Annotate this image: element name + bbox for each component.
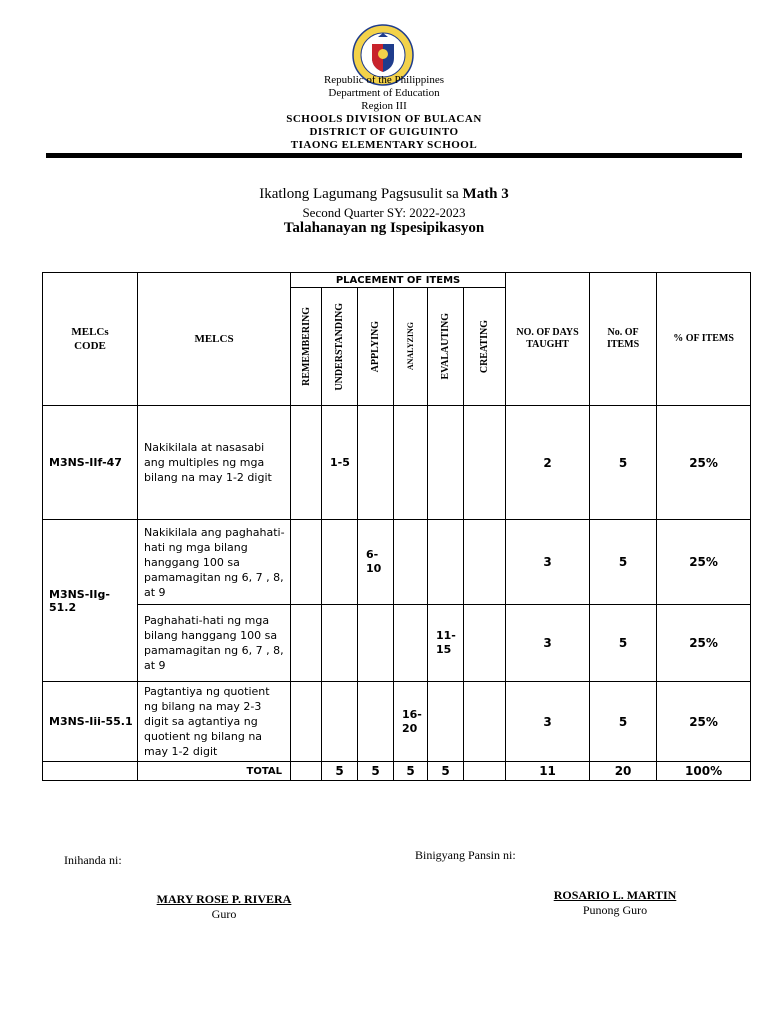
cell-applying [358, 406, 394, 520]
cell-applying [358, 682, 394, 762]
level-creating: CREATING [479, 319, 491, 374]
level-understanding: UNDERSTANDING [334, 302, 345, 391]
total-understanding: 5 [322, 762, 358, 781]
cell-analyzing [394, 406, 428, 520]
cell-evaluating: 11- 15 [428, 605, 464, 682]
table-title: Talahanayan ng Ispesipikasyon [283, 220, 485, 236]
table-total-row [43, 762, 751, 781]
cell-remembering [291, 406, 322, 520]
prepared-by-name: MARY ROSE P. RIVERA [156, 892, 292, 906]
cell-days: 3 [506, 682, 590, 762]
specification-table [42, 272, 751, 781]
level-applying: APPLYING [370, 320, 381, 373]
exam-title-subject: Math 3 [462, 186, 509, 202]
total-items: 20 [590, 762, 657, 781]
cell-analyzing [394, 520, 428, 605]
level-evaluating: EVALAUTING [440, 313, 451, 380]
cell-items: 5 [590, 520, 657, 605]
cell-applying [358, 605, 394, 682]
cell-creating [464, 605, 506, 682]
cell-items: 5 [590, 682, 657, 762]
header-divider [46, 153, 742, 158]
cell-understanding: 1-5 [322, 406, 358, 520]
exam-title [0, 186, 768, 203]
cell-creating [464, 520, 506, 605]
cell-percent: 25% [657, 406, 751, 520]
header-division: SCHOOLS DIVISION OF BULACAN [286, 113, 482, 125]
cell-understanding [322, 682, 358, 762]
cell-understanding [322, 605, 358, 682]
cell-percent: 25% [657, 682, 751, 762]
table-row [43, 520, 751, 605]
table-row [43, 682, 751, 762]
level-remembering: REMEMBERING [300, 307, 312, 386]
table-row [43, 605, 751, 682]
melc-code: M3NS-IIg-51.2 [43, 520, 138, 682]
cell-creating [464, 682, 506, 762]
cell-remembering [291, 520, 322, 605]
melc-description: Pagtantiya ng quotient ng bilang na may 2-3 digit sa agtantiya ng quotient ng bilang na may 1-2 digit [138, 682, 291, 762]
melc-code: M3NS-Iii-55.1 [43, 682, 138, 762]
cell-items: 5 [590, 605, 657, 682]
noted-by-role: Punong Guro [582, 903, 648, 917]
cell-days: 2 [506, 406, 590, 520]
header-no-of-items: No. OF ITEMS [590, 273, 657, 406]
header-republic: Republic of the Philippines [323, 74, 445, 86]
school-year: Second Quarter SY: 2022-2023 [302, 205, 466, 220]
cell-analyzing: 16- 20 [394, 682, 428, 762]
header-school: TIAONG ELEMENTARY SCHOOL [290, 139, 478, 151]
prepared-by-role: Guro [211, 907, 237, 921]
header-district: DISTRICT OF GUIGUINTO [309, 126, 459, 138]
melc-code: M3NS-IIf-47 [43, 406, 138, 520]
cell-understanding [322, 520, 358, 605]
cell-evaluating [428, 406, 464, 520]
header-department: Department of Education [328, 87, 440, 99]
cell-items: 5 [590, 406, 657, 520]
cell-evaluating [428, 520, 464, 605]
total-applying: 5 [358, 762, 394, 781]
header-percent-items: % OF ITEMS [657, 273, 751, 406]
cell-days: 3 [506, 605, 590, 682]
melc-description: Nakikilala ang paghahati-hati ng mga bilang hanggang 100 sa pamamagitan ng 6, 7 , 8, at 9 [138, 520, 291, 605]
cell-remembering [291, 682, 322, 762]
melc-description: Paghahati-hati ng mga bilang hanggang 100 sa pamamagitan ng 6, 7 , 8, at 9 [138, 605, 291, 682]
table-row [43, 406, 751, 520]
header-days-taught: NO. OF DAYS TAUGHT [506, 273, 590, 406]
cell-evaluating [428, 682, 464, 762]
cell-creating [464, 406, 506, 520]
header-melcs-code: MELCs CODE [43, 273, 138, 406]
total-remembering [291, 762, 322, 781]
total-days: 11 [506, 762, 590, 781]
cell-remembering [291, 605, 322, 682]
level-analyzing: ANALYZING [406, 322, 415, 371]
header-region: Region III [361, 100, 407, 112]
total-creating [464, 762, 506, 781]
total-label: TOTAL [138, 762, 291, 781]
noted-by-label: Binigyang Pansin ni: [415, 848, 516, 862]
total-evaluating: 5 [428, 762, 464, 781]
cell-applying: 6- 10 [358, 520, 394, 605]
header-placement: PLACEMENT OF ITEMS [291, 273, 506, 288]
header-melcs: MELCS [138, 273, 291, 406]
prepared-by-label: Inihanda ni: [64, 853, 122, 867]
noted-by-name: ROSARIO L. MARTIN [553, 888, 677, 902]
cell-percent: 25% [657, 520, 751, 605]
cell-analyzing [394, 605, 428, 682]
melc-description: Nakikilala at nasasabi ang multiples ng mga bilang na may 1-2 digit [138, 406, 291, 520]
total-analyzing: 5 [394, 762, 428, 781]
exam-title-prefix: Ikatlong Lagumang Pagsusulit sa [259, 186, 463, 202]
cell-days: 3 [506, 520, 590, 605]
cell-percent: 25% [657, 605, 751, 682]
total-blank [43, 762, 138, 781]
total-percent: 100% [657, 762, 751, 781]
